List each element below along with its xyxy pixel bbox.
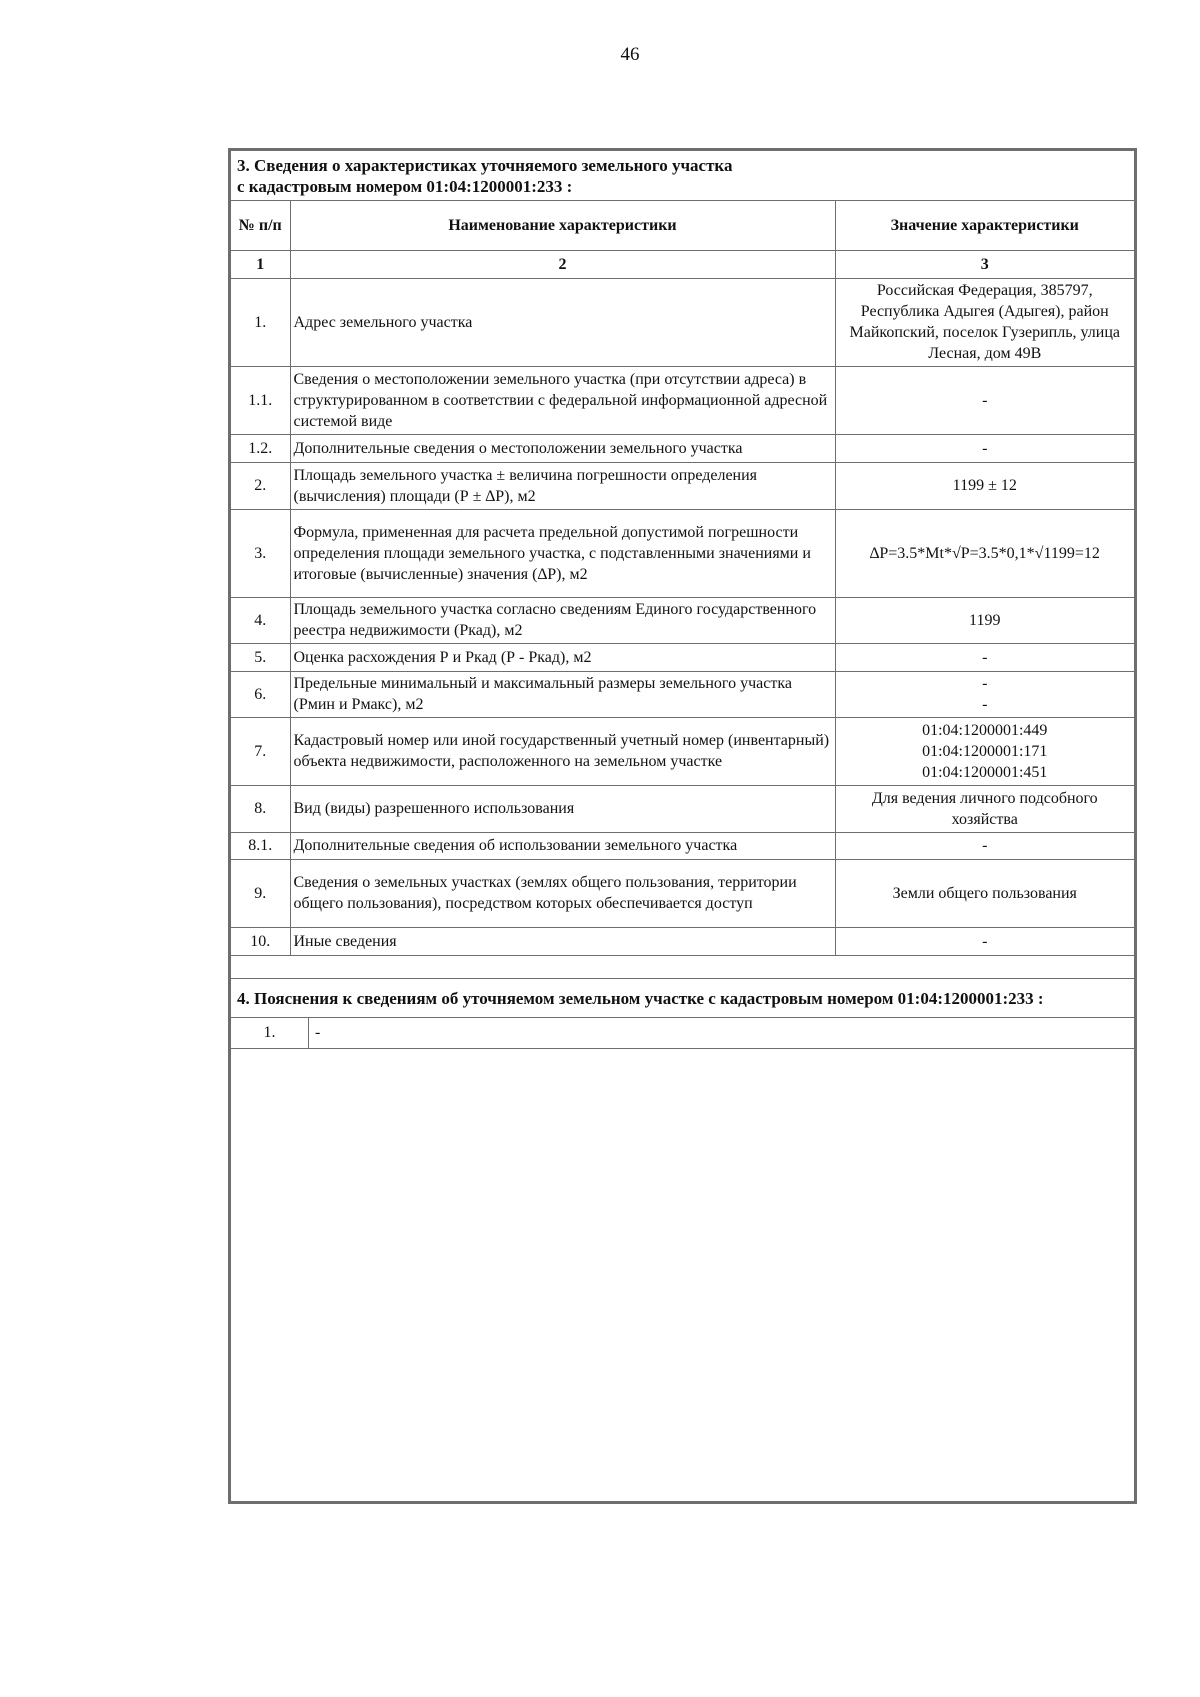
characteristic-value: Для ведения личного подсобного хозяйства [835,785,1134,832]
table-header-row [231,201,1134,250]
row-number: 1.1. [231,366,290,434]
section3-title-line2: с кадастровым номером 01:04:1200001:233 : [237,177,573,196]
row-number: 5. [231,643,290,671]
row-number: 1. [231,278,290,366]
row-number: 6. [231,671,290,717]
table-row [231,509,1134,597]
table-row [231,597,1134,643]
column-number: 1 [231,250,290,278]
characteristic-value [835,671,1134,717]
row-number: 9. [231,859,290,927]
characteristic-value: - [835,366,1134,434]
header-name: Наименование характеристики [290,201,835,250]
note-text: - [315,1024,321,1041]
page-number: 46 [620,44,640,65]
note-number: 1. [231,1018,309,1048]
characteristic-value: - [835,434,1134,462]
characteristic-name: Вид (виды) разрешенного использования [290,785,835,832]
characteristic-value [835,717,1134,785]
row-number: 4. [231,597,290,643]
cadastral-number: 01:04:1200001:451 [922,763,1048,781]
characteristic-name: Площадь земельного участка согласно сведениям Единого государственного реестра недвижимости (Ркад), м2 [290,597,835,643]
table-row [231,927,1134,955]
row-number: 3. [231,509,290,597]
table-row [231,643,1134,671]
table-row [231,366,1134,434]
characteristic-name: Сведения о земельных участках (землях общего пользования, территории общего пользования), посредством которых обеспечивается доступ [290,859,835,927]
characteristic-value: - [835,927,1134,955]
characteristic-name: Дополнительные сведения об использовании земельного участка [290,832,835,859]
row-number: 8.1. [231,832,290,859]
value-line: - [982,696,988,713]
table-row [231,785,1134,832]
column-number: 3 [835,250,1134,278]
characteristic-name: Площадь земельного участка ± величина погрешности определения (вычисления) площади (Р ± ∆Р), м2 [290,462,835,509]
table-row [231,278,1134,366]
table-row [231,717,1134,785]
column-number: 2 [290,250,835,278]
header-value: Значение характеристики [835,201,1134,250]
characteristic-name: Иные сведения [290,927,835,955]
characteristic-name: Формула, примененная для расчета предельной допустимой погрешности определения площади земельного участка, с подставленными значениями и итоговые (вычисленные) значения (∆Р), м2 [290,509,835,597]
characteristic-value: 1199 [835,597,1134,643]
cadastral-number: 01:04:1200001:449 [922,721,1048,739]
value-line: - [982,675,988,692]
table-row [231,671,1134,717]
table-row [231,462,1134,509]
document-frame [228,148,1137,1504]
row-number: 7. [231,717,290,785]
table-row [231,859,1134,927]
cadastral-number: 01:04:1200001:171 [922,742,1048,760]
header-num: № п/п [231,201,290,250]
row-number: 2. [231,462,290,509]
table-row [231,434,1134,462]
characteristic-name: Оценка расхождения Р и Ркад (Р - Ркад), м2 [290,643,835,671]
column-numbers-row [231,250,1134,278]
section3-title [231,151,1134,201]
characteristic-name: Предельные минимальный и максимальный размеры земельного участка (Рмин и Рмакс), м2 [290,671,835,717]
characteristic-name: Сведения о местоположении земельного участка (при отсутствии адреса) в структурированном в соответствии с федеральной информационной адресной системой виде [290,366,835,434]
characteristic-value: ∆Р=3.5*Mt*√Р=3.5*0,1*√1199=12 [835,509,1134,597]
characteristic-value: - [835,643,1134,671]
characteristic-value: Российская Федерация, 385797, Республика Адыгея (Адыгея), район Майкопский, поселок Гузерипль, улица Лесная, дом 49В [835,278,1134,366]
row-number: 10. [231,927,290,955]
section3-title-line1: 3. Сведения о характеристиках уточняемого земельного участка [237,156,733,175]
characteristic-value: - [835,832,1134,859]
row-number: 1.2. [231,434,290,462]
characteristic-name: Дополнительные сведения о местоположении земельного участка [290,434,835,462]
note-row [231,1018,1134,1049]
characteristic-name: Кадастровый номер или иной государственный учетный номер (инвентарный) объекта недвижимости, расположенного на земельном участке [290,717,835,785]
section4-title: 4. Пояснения к сведениям об уточняемом земельном участке с кадастровым номером 01:04:1200001:233 : [231,978,1134,1018]
row-number: 8. [231,785,290,832]
characteristic-value: 1199 ± 12 [835,462,1134,509]
characteristic-value: Земли общего пользования [835,859,1134,927]
characteristics-table [231,201,1134,956]
characteristic-name: Адрес земельного участка [290,278,835,366]
table-row [231,832,1134,859]
